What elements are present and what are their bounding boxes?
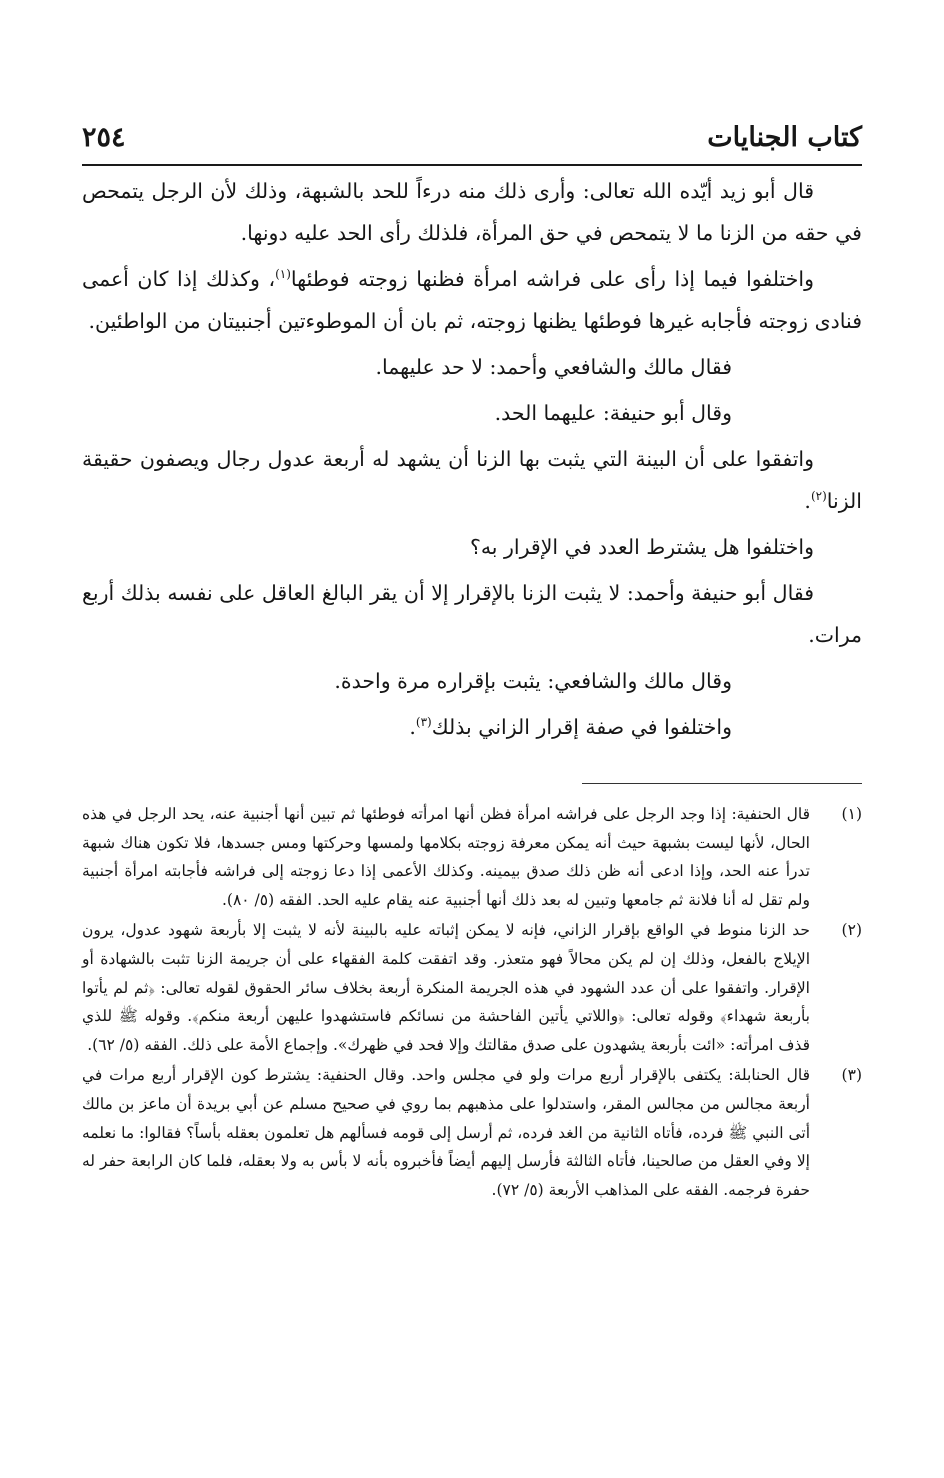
footnotes [82, 800, 862, 1206]
paragraph-text: . [409, 715, 416, 739]
paragraph [82, 258, 862, 342]
footnote-number: (٢) [841, 921, 862, 940]
page-number: ٢٥٤ [82, 122, 126, 153]
footnote-text: قال الحنفية: إذا وجد الرجل على فراشه امرأة فظن أنها امرأته فوطئها ثم تبين أنها أجنبية عنه، يحد الرجل في هذه الحال، لأنها ليست بشبهة حيث أنه يمكن معرفة زوجته بكلامها ولمسها وحركتها ومس جسدها، فلا تكون هناك شبهة تدرأ عنه الحد، وإذا ادعى أنه ظن ذلك صدق بيمينه. وكذلك الأعمى إذا دعا زوجته إلى فراشه فأجابته امرأة أجنبية ولم تقل له أنا فلانة ثم جامعها وتبين له بعد ذلك أنها أجنبية عنه يقام عليه الحد. الفقه (٥/ ٨٠). [82, 805, 810, 909]
paragraph-text: واتفقوا على أن البينة التي يثبت بها الزنا أن يشهد له أربعة عدول رجال ويصفون حقيقة الزنا [82, 447, 862, 513]
paragraph-text: . [804, 489, 811, 513]
footnote-number: (٣) [841, 1066, 862, 1085]
footnote-reference: (١) [275, 267, 291, 282]
footnote [82, 916, 862, 1059]
paragraph: وقال أبو حنيفة: عليهما الحد. [494, 401, 732, 425]
paragraph: قال أبو زيد أيّده الله تعالى: وأرى ذلك منه درءاً للحد بالشبهة، وذلك لأن الرجل يتمحص في حقه من الزنا ما لا يتمحص في حق المرأة، فلذلك رأى الحد عليه دونها. [82, 179, 862, 245]
footnote [82, 1061, 862, 1204]
paragraph [82, 438, 862, 522]
page-header [82, 118, 862, 166]
paragraph: واختلفوا هل يشترط العدد في الإقرار به؟ [469, 535, 814, 559]
footnote-text: حد الزنا منوط في الواقع بإقرار الزاني، فإنه لا يمكن إثباته عليه بالبينة لأنه لا يثبت إلا بأربعة شهود عدول، يرون الإيلاج بالفعل، وذلك إن لم يكن محالاً فهو متعذر. وقد اتفقت كلمة الفقهاء على أن جريمة الزنا تثبت بالشهادة أو الإقرار. واتفقوا على أن عدد الشهود في هذه الجريمة المنكرة أربعة بخلاف سائر الحقوق لقوله تعالى: ﴿ثم لم يأتوا بأربعة شهداء﴾ وقوله تعالى: ﴿واللاتي يأتين الفاحشة من نسائكم فاستشهدوا عليهن أربعة منكم﴾. وقوله ﷺ للذي قذف امرأته: «ائت بأربعة يشهدون على صدق مقالتك وإلا فحد في ظهرك». وإجماع الأمة على ذلك. الفقه (٥/ ٦٢). [82, 921, 810, 1054]
paragraph-text: ، وكذلك إذا كان أعمى فنادى زوجته فأجابه غيرها فوطئها يظنها زوجته، ثم بان أن الموطوءتين أجنبيتان من الواطئين. [82, 267, 862, 333]
footnote-text: قال الحنابلة: يكتفى بالإقرار أربع مرات ولو في مجلس واحد. وقال الحنفية: يشترط كون الإقرار أربع مرات في أربعة مجالس من مجالس المقر، واستدلوا على مذهبهم بما روي في صحيح مسلم عن أبي بريدة أن ماعز بن مالك أتى النبي ﷺ فرده، فأتاه الثانية من الغد فرده، ثم أرسل إلى قومه فسألهم هل تعلمون بعقله بأساً؟ فقالوا: ما نعلمه إلا وفي العقل من صالحينا، فأتاه الثالثة فأرسل إليهم أيضاً فأخبروه بأنه لا بأس به ولا بعقله، فلما كان الرابعة حفر له حفرة فرجمه. الفقه على المذاهب الأربعة (٥/ ٧٢). [82, 1066, 810, 1199]
paragraph [82, 706, 862, 748]
paragraph: وقال مالك والشافعي: يثبت بإقراره مرة واحدة. [334, 669, 732, 693]
paragraph-text: واختلفوا في صفة إقرار الزاني بذلك [431, 715, 732, 739]
footnote-reference: (٢) [810, 489, 827, 504]
footnote-reference: (٣) [415, 715, 432, 730]
footnote-divider [582, 783, 862, 784]
paragraph: فقال أبو حنيفة وأحمد: لا يثبت الزنا بالإقرار إلا أن يقر البالغ العاقل على نفسه بذلك أربع مرات. [82, 581, 862, 647]
paragraph-text: واختلفوا فيما إذا رأى على فراشه امرأة فظنها زوجته فوطئها [290, 267, 814, 291]
main-text [82, 170, 862, 752]
running-title: كتاب الجنايات [707, 122, 862, 153]
footnote [82, 800, 862, 914]
paragraph: فقال مالك والشافعي وأحمد: لا حد عليهما. [375, 355, 732, 379]
footnote-number: (١) [841, 805, 862, 823]
